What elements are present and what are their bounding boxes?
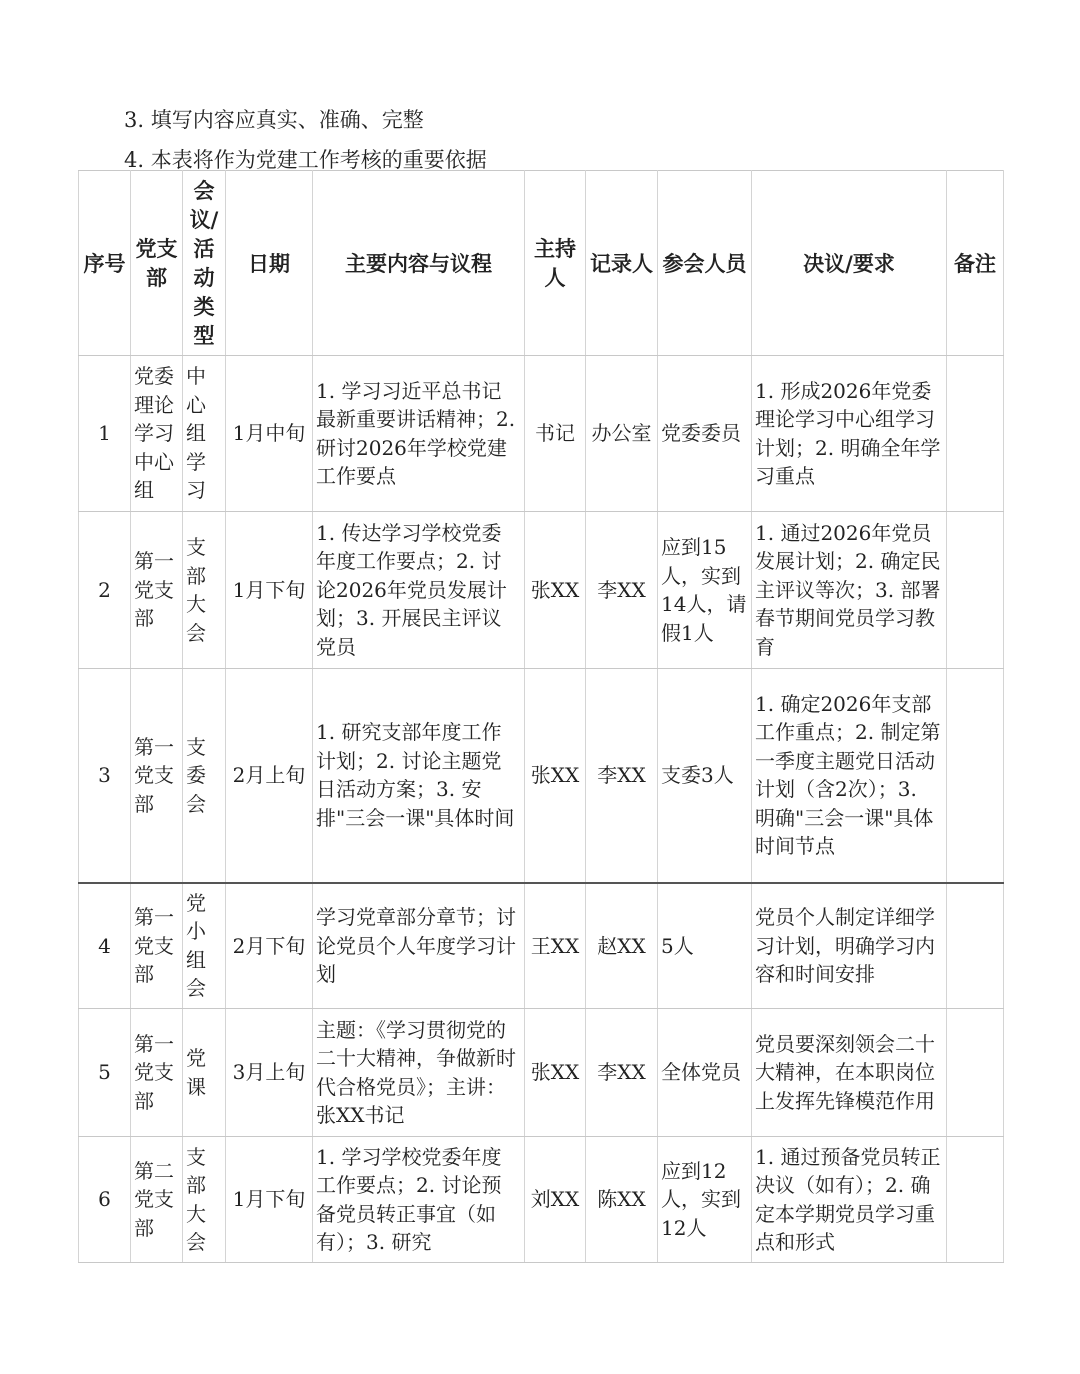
cell-no: 6	[79, 1137, 131, 1263]
cell-attendees: 5人	[658, 883, 752, 1009]
table-row	[79, 669, 1004, 883]
cell-no: 1	[79, 356, 131, 512]
header-host: 主持人	[525, 171, 586, 356]
header-recorder: 记录人	[586, 171, 658, 356]
cell-attendees: 应到12人，实到12人	[658, 1137, 752, 1263]
cell-recorder: 李XX	[586, 1009, 658, 1137]
cell-remark	[947, 1009, 1004, 1137]
cell-host: 王XX	[525, 883, 586, 1009]
cell-attendees: 应到15人，实到14人，请假1人	[658, 512, 752, 669]
cell-content: 1. 学习学校党委年度工作要点；2. 讨论预备党员转正事宜（如有）；3. 研究	[313, 1137, 525, 1263]
cell-attendees: 支委3人	[658, 669, 752, 883]
cell-remark	[947, 356, 1004, 512]
cell-remark	[947, 512, 1004, 669]
cell-host: 张XX	[525, 512, 586, 669]
cell-type: 支部大会	[183, 1137, 226, 1263]
cell-resolution: 党员要深刻领会二十大精神，在本职岗位上发挥先锋模范作用	[752, 1009, 947, 1137]
cell-resolution: 1. 通过预备党员转正决议（如有）；2. 确定本学期党员学习重点和形式	[752, 1137, 947, 1263]
cell-resolution: 1. 确定2026年支部工作重点；2. 制定第一季度主题党日活动计划（含2次）；3. 明确"三会一课"具体时间节点	[752, 669, 947, 883]
cell-no: 4	[79, 883, 131, 1009]
cell-type: 党小组会	[183, 883, 226, 1009]
cell-date: 1月下旬	[226, 1137, 313, 1263]
cell-remark	[947, 883, 1004, 1009]
cell-branch: 党委理论学习中心组	[131, 356, 183, 512]
header-attendees: 参会人员	[658, 171, 752, 356]
notes-section	[124, 100, 487, 180]
cell-type: 支部大会	[183, 512, 226, 669]
note-item: 4. 本表将作为党建工作考核的重要依据	[124, 148, 487, 172]
cell-remark	[947, 669, 1004, 883]
cell-date: 1月中旬	[226, 356, 313, 512]
cell-content: 主题：《学习贯彻党的二十大精神，争做新时代合格党员》；主讲：张XX书记	[313, 1009, 525, 1137]
cell-type: 中心组学习	[183, 356, 226, 512]
cell-no: 5	[79, 1009, 131, 1137]
cell-date: 2月下旬	[226, 883, 313, 1009]
cell-recorder: 李XX	[586, 669, 658, 883]
cell-attendees: 党委委员	[658, 356, 752, 512]
cell-no: 3	[79, 669, 131, 883]
cell-date: 1月下旬	[226, 512, 313, 669]
cell-date: 2月上旬	[226, 669, 313, 883]
cell-resolution: 1. 形成2026年党委理论学习中心组学习计划；2. 明确全年学习重点	[752, 356, 947, 512]
cell-no: 2	[79, 512, 131, 669]
cell-branch: 第一党支部	[131, 512, 183, 669]
cell-type: 支委会	[183, 669, 226, 883]
header-no: 序号	[79, 171, 131, 356]
cell-attendees: 全体党员	[658, 1009, 752, 1137]
table-row	[79, 1009, 1004, 1137]
table-row	[79, 512, 1004, 669]
cell-remark	[947, 1137, 1004, 1263]
cell-recorder: 赵XX	[586, 883, 658, 1009]
cell-content: 学习党章部分章节；讨论党员个人年度学习计划	[313, 883, 525, 1009]
table-row	[79, 356, 1004, 512]
header-resolution: 决议/要求	[752, 171, 947, 356]
cell-recorder: 李XX	[586, 512, 658, 669]
note-item: 3. 填写内容应真实、准确、完整	[124, 108, 424, 132]
cell-type: 党课	[183, 1009, 226, 1137]
cell-branch: 第一党支部	[131, 1009, 183, 1137]
cell-content: 1. 研究支部年度工作计划；2. 讨论主题党日活动方案；3. 安排"三会一课"具体时间	[313, 669, 525, 883]
cell-host: 张XX	[525, 1009, 586, 1137]
cell-host: 张XX	[525, 669, 586, 883]
cell-recorder: 陈XX	[586, 1137, 658, 1263]
table-row	[79, 883, 1004, 1009]
cell-host: 刘XX	[525, 1137, 586, 1263]
table-header-row	[79, 171, 1004, 356]
cell-content: 1. 学习习近平总书记最新重要讲话精神；2. 研讨2026年学校党建工作要点	[313, 356, 525, 512]
header-type: 会议/活动类型	[183, 171, 226, 356]
cell-recorder: 办公室	[586, 356, 658, 512]
cell-resolution: 1. 通过2026年党员发展计划；2. 确定民主评议等次；3. 部署春节期间党员学习教育	[752, 512, 947, 669]
header-remark: 备注	[947, 171, 1004, 356]
header-content: 主要内容与议程	[313, 171, 525, 356]
header-branch: 党支部	[131, 171, 183, 356]
table-row	[79, 1137, 1004, 1263]
header-date: 日期	[226, 171, 313, 356]
cell-resolution: 党员个人制定详细学习计划，明确学习内容和时间安排	[752, 883, 947, 1009]
meeting-record-table	[78, 170, 1004, 1263]
cell-branch: 第二党支部	[131, 1137, 183, 1263]
cell-date: 3月上旬	[226, 1009, 313, 1137]
cell-content: 1. 传达学习学校党委年度工作要点；2. 讨论2026年党员发展计划；3. 开展民主评议党员	[313, 512, 525, 669]
cell-branch: 第一党支部	[131, 669, 183, 883]
cell-branch: 第一党支部	[131, 883, 183, 1009]
cell-host: 书记	[525, 356, 586, 512]
